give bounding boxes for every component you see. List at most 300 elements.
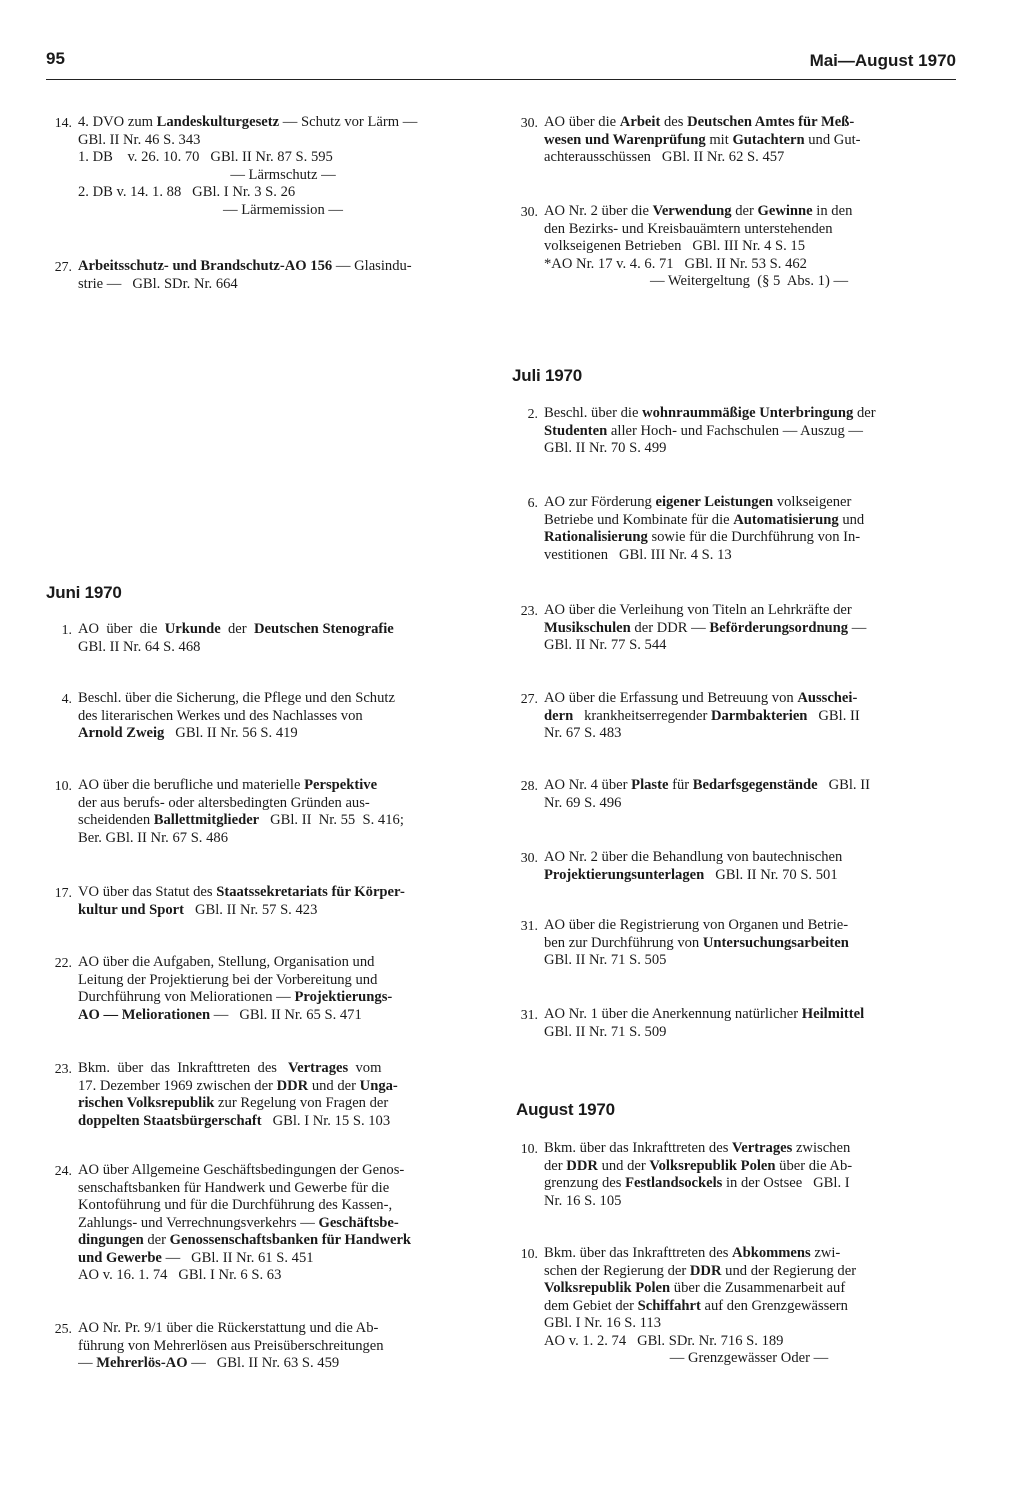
entry-line: [544, 867, 954, 885]
text-run: der: [544, 1157, 567, 1174]
bold-term: Ballettmitglieder: [153, 812, 260, 828]
entry-line: [544, 1263, 954, 1281]
entry-text: [544, 114, 954, 167]
text-run: AO Nr. 1 über die Anerkennung natürlicher: [544, 1006, 802, 1022]
entry-line: [78, 1113, 488, 1131]
entry-text: [544, 690, 954, 743]
entry-number: 17.: [54, 885, 72, 900]
entry-juli: [512, 849, 954, 884]
section-title-august: August 1970: [516, 1100, 615, 1119]
text-run: Zahlungs- und Verrechnungsverkehrs —: [78, 1214, 319, 1231]
text-run: VO über das Statut des: [78, 884, 217, 900]
entry-juli: [512, 602, 954, 655]
entry-line: [78, 258, 488, 276]
text-run: — GBl. II Nr. 61 S. 451: [161, 1249, 314, 1266]
text-run: — GBl. II Nr. 63 S. 459: [187, 1355, 340, 1371]
text-run: auf den Grenzgewässern: [700, 1297, 848, 1314]
text-run: GBl. II Nr. 71 S. 505: [544, 952, 667, 968]
entry-line: [78, 1095, 488, 1113]
bold-term: Festlandsockels: [625, 1175, 723, 1191]
entry-juli: [512, 405, 954, 458]
entry-mai-left: [46, 258, 488, 293]
bold-term: Studenten: [544, 422, 608, 439]
entry-number: 23.: [54, 1061, 72, 1076]
bold-term: Plaste: [631, 777, 669, 793]
entry-line: [78, 1197, 488, 1215]
bold-term: dingungen: [78, 1232, 144, 1248]
entry-text: [544, 602, 954, 655]
entry-number: 22.: [54, 955, 72, 970]
text-run: AO Nr. 2 über die Behandlung von bautechnischen: [544, 849, 843, 865]
text-run: GBl. II Nr. 70 S. 501: [704, 866, 838, 883]
text-run: GBl. II Nr. 56 S. 419: [164, 725, 298, 741]
entry-number: 14.: [54, 115, 72, 130]
text-run: — Weitergeltung (§ 5 Abs. 1) —: [649, 273, 849, 289]
text-run: führung von Mehrerlösen aus Preisüberschreitungen: [78, 1337, 384, 1354]
bold-term: Mehrerlös-AO: [96, 1355, 188, 1371]
bold-term: Unga-: [359, 1077, 398, 1094]
bold-term: Genossenschaftsbanken für Handwerk: [169, 1232, 412, 1248]
entry-line: [544, 1024, 954, 1042]
text-run: für: [668, 777, 693, 793]
entry-line: [544, 1158, 954, 1176]
text-run: GBl. II: [807, 707, 860, 724]
entry-line: [78, 795, 488, 813]
entry-line: [544, 149, 954, 167]
entry-text: [544, 1140, 954, 1210]
text-run: schen der Regierung der: [544, 1262, 690, 1279]
text-run: und der: [597, 1157, 650, 1174]
section-title-juni: Juni 1970: [46, 583, 122, 602]
text-run: —: [848, 619, 867, 636]
entry-text: [78, 621, 488, 656]
bold-term: DDR: [276, 1077, 309, 1094]
bold-term: Landeskulturgesetz: [156, 114, 280, 130]
text-run: Ber. GBl. II Nr. 67 S. 486: [78, 829, 228, 846]
entry-text: [78, 1162, 488, 1285]
text-run: sowie für die Durchführung von In-: [647, 529, 861, 545]
entry-juli: [512, 777, 954, 812]
bold-term: rischen Volksrepublik: [78, 1095, 215, 1111]
entry-line: [544, 440, 954, 458]
entry-juni: [46, 954, 488, 1024]
entry-line: [78, 1180, 488, 1198]
section-title-juli: Juli 1970: [512, 366, 583, 385]
entry-line: [544, 1333, 954, 1351]
text-run: Beschl. über die: [544, 405, 643, 421]
text-run: der aus berufs- oder altersbedingten Gründen aus-: [78, 794, 370, 811]
entry-line: [544, 795, 954, 813]
text-run: Nr. 67 S. 483: [544, 725, 622, 741]
entry-line: [78, 1007, 488, 1025]
bold-term: eigener Leistungen: [655, 494, 774, 510]
bold-term: Automatisierung: [733, 511, 839, 528]
entry-line: [544, 203, 954, 221]
entry-text: [544, 917, 954, 970]
text-run: AO Nr. 2 über die: [544, 203, 653, 219]
text-run: GBl. II Nr. 46 S. 343: [78, 131, 201, 148]
text-run: und Gut-: [804, 131, 861, 148]
entry-line: [544, 602, 954, 620]
bold-term: dern: [544, 707, 574, 724]
entry-line: [544, 1298, 954, 1316]
text-run: scheidenden: [78, 812, 154, 828]
text-run: und der: [308, 1077, 360, 1094]
text-run: der: [220, 621, 254, 637]
bold-term: Bedarfsgegenstände: [692, 777, 818, 793]
text-run: der: [853, 405, 876, 421]
entry-line: [544, 1193, 954, 1211]
entry-august: [512, 1245, 954, 1368]
text-run: ben zur Durchführung von: [544, 934, 703, 951]
text-run: Kontoführung und für die Durchführung des Kassen-,: [78, 1197, 393, 1213]
entry-line: [78, 1320, 488, 1338]
entry-line: [544, 1315, 954, 1333]
entry-line: [78, 1078, 488, 1096]
text-run: — Grenzgewässer Oder —: [669, 1350, 829, 1366]
bold-term: Arbeitsschutz- und Brandschutz-AO 156: [78, 258, 333, 274]
text-run: GBl. I Nr. 15 S. 103: [261, 1112, 391, 1129]
entry-number: 30.: [520, 850, 538, 865]
entry-juni: [46, 884, 488, 919]
entry-line: [78, 1267, 488, 1285]
entry-august: [512, 1140, 954, 1210]
entry-line: [78, 1060, 488, 1078]
entry-line: [544, 952, 954, 970]
text-run: AO zur Förderung: [544, 494, 656, 510]
text-run: der: [731, 203, 758, 219]
entry-line: [78, 1338, 488, 1356]
entry-juni: [46, 777, 488, 847]
text-run: — Lärmschutz —: [230, 166, 336, 183]
bold-term: Abkommens: [732, 1245, 811, 1261]
text-run: —: [78, 1355, 97, 1371]
entry-text: [78, 114, 488, 219]
entry-line: [544, 935, 954, 953]
text-run: volkseigener: [773, 494, 852, 510]
bold-term: wesen und Warenprüfung: [544, 131, 706, 148]
entry-line: [544, 725, 954, 743]
text-run: aller Hoch- und Fachschulen — Auszug —: [607, 422, 864, 439]
entry-text: [78, 1320, 488, 1373]
text-run: *AO Nr. 17 v. 4. 6. 71 GBl. II Nr. 53 S. 462: [544, 255, 807, 272]
bold-term: Untersuchungsarbeiten: [702, 934, 849, 951]
entry-number: 30.: [520, 204, 538, 219]
entry-line: [78, 830, 488, 848]
entry-number: 30.: [520, 115, 538, 130]
entry-text: [544, 777, 954, 812]
text-run: 2. DB v. 14. 1. 88 GBl. I Nr. 3 S. 26: [78, 184, 296, 200]
bold-term: AO — Meliorationen: [78, 1006, 211, 1023]
entry-line: [544, 1280, 954, 1298]
entry-line: [78, 149, 488, 167]
bold-term: Vertrages: [732, 1140, 793, 1156]
text-run: GBl. I Nr. 16 S. 113: [544, 1315, 662, 1331]
bold-term: Rationalisierung: [544, 529, 648, 545]
text-run: Durchführung von Meliorationen —: [78, 989, 295, 1005]
entry-number: 27.: [54, 259, 72, 274]
text-run: — GBl. II Nr. 65 S. 471: [210, 1006, 362, 1023]
entry-line: [544, 1245, 954, 1263]
entry-line: [544, 1350, 954, 1368]
bold-term: Beförderungsordnung: [709, 619, 849, 636]
entry-line: [544, 221, 954, 239]
entry-line: [78, 989, 488, 1007]
text-run: — Lärmemission —: [223, 201, 343, 218]
text-run: in der Ostsee GBl. I: [722, 1175, 850, 1191]
entry-line: [78, 972, 488, 990]
text-run: 17. Dezember 1969 zwischen der: [78, 1077, 277, 1094]
entry-line: [544, 547, 954, 565]
bold-term: Vertrages: [287, 1060, 349, 1076]
text-run: zwi-: [810, 1245, 841, 1261]
text-run: der DDR —: [630, 619, 710, 636]
page-number: 95: [46, 49, 65, 68]
entry-number: 23.: [520, 603, 538, 618]
bold-term: Ausschei-: [797, 690, 858, 706]
entry-text: [78, 690, 488, 743]
bold-term: wohnraummäßige Unterbringung: [642, 405, 854, 421]
entry-line: [78, 1215, 488, 1233]
entry-number: 10.: [520, 1246, 538, 1261]
entry-line: [544, 238, 954, 256]
entry-text: [78, 954, 488, 1024]
entry-line: [78, 708, 488, 726]
bold-term: Gewinne: [757, 203, 813, 219]
entry-line: [78, 1355, 488, 1373]
entry-line: [544, 708, 954, 726]
text-run: AO über die Registrierung von Organen und Betrie-: [544, 917, 849, 933]
text-run: und der Regierung der: [721, 1262, 857, 1279]
entry-number: 10.: [520, 1141, 538, 1156]
entry-line: [78, 639, 488, 657]
text-run: AO über die: [544, 114, 620, 130]
entry-juni: [46, 621, 488, 656]
bold-term: Volksrepublik Polen: [649, 1157, 776, 1174]
text-run: Bkm. über das Inkrafttreten des: [544, 1245, 733, 1261]
entry-text: [544, 405, 954, 458]
entry-number: 28.: [520, 778, 538, 793]
text-run: AO über die Erfassung und Betreuung von: [544, 690, 798, 706]
entry-line: [78, 884, 488, 902]
bold-term: Geschäftsbe-: [318, 1214, 399, 1231]
entry-number: 6.: [527, 495, 538, 510]
text-run: in den: [812, 203, 853, 219]
entry-line: [544, 1006, 954, 1024]
text-run: zur Regelung von Fragen der: [214, 1095, 389, 1111]
entry-line: [544, 494, 954, 512]
bold-term: Deutschen Stenografie: [253, 621, 394, 637]
bold-term: Perspektive: [304, 777, 378, 793]
entry-line: [544, 1140, 954, 1158]
entry-text: [544, 203, 954, 291]
entry-line: [78, 114, 488, 132]
bold-term: Projektierungs-: [294, 989, 393, 1005]
bold-term: Musikschulen: [544, 619, 631, 636]
entry-line: [78, 954, 488, 972]
text-run: AO über die Aufgaben, Stellung, Organisation und: [78, 954, 375, 970]
text-run: des: [660, 114, 688, 130]
entry-line: [544, 620, 954, 638]
entry-line: [78, 276, 488, 294]
entry-line: [78, 725, 488, 743]
text-run: 1. DB v. 26. 10. 70 GBl. II Nr. 87 S. 595: [78, 149, 333, 165]
bold-term: Staatssekretariats für Körper-: [216, 884, 405, 900]
text-run: dem Gebiet der: [544, 1297, 638, 1314]
text-run: Betriebe und Kombinate für die: [544, 511, 734, 528]
text-run: mit: [705, 131, 733, 148]
entry-number: 25.: [54, 1321, 72, 1336]
entry-number: 2.: [527, 406, 538, 421]
text-run: des literarischen Werkes und des Nachlasses von: [78, 707, 363, 724]
entry-text: [544, 1006, 954, 1041]
text-run: AO über die: [78, 621, 165, 637]
bold-term: Gutachtern: [732, 131, 805, 148]
text-run: grenzung des: [544, 1175, 626, 1191]
entry-text: [78, 884, 488, 919]
text-run: vestitionen GBl. III Nr. 4 S. 13: [544, 546, 732, 563]
text-run: und: [838, 511, 865, 528]
bold-term: Heilmittel: [801, 1006, 865, 1022]
bold-term: Deutschen Amtes für Meß-: [687, 114, 855, 130]
bold-term: Volksrepublik Polen: [544, 1280, 671, 1296]
entry-line: [544, 637, 954, 655]
text-run: der: [143, 1232, 170, 1248]
entry-line: [544, 512, 954, 530]
entry-line: [78, 202, 488, 220]
entry-line: [544, 777, 954, 795]
bold-term: kultur und Sport: [78, 901, 184, 918]
text-run: achterausschüssen GBl. II Nr. 62 S. 457: [544, 149, 785, 165]
text-run: Bkm. über das Inkrafttreten des: [78, 1060, 288, 1076]
text-run: zwischen: [792, 1140, 851, 1156]
entry-line: [544, 1175, 954, 1193]
bold-term: DDR: [566, 1157, 598, 1174]
text-run: volkseigenen Betrieben GBl. III Nr. 4 S. 15: [544, 238, 806, 254]
entry-text: [78, 777, 488, 847]
bold-term: Verwendung: [652, 203, 732, 219]
text-run: GBl. II Nr. 77 S. 544: [544, 637, 667, 653]
entry-text: [78, 258, 488, 293]
entry-line: [544, 849, 954, 867]
entry-juli: [512, 690, 954, 743]
entry-juni: [46, 1162, 488, 1285]
text-run: AO über Allgemeine Geschäftsbedingungen der Genos-: [78, 1162, 405, 1178]
entry-juli: [512, 494, 954, 564]
entry-juni: [46, 1060, 488, 1130]
text-run: AO Nr. 4 über: [544, 777, 632, 793]
entry-line: [544, 405, 954, 423]
entry-mai-right: [512, 114, 954, 167]
entry-line: [78, 132, 488, 150]
text-run: GBl. II Nr. 70 S. 499: [544, 440, 667, 456]
text-run: AO v. 1. 2. 74 GBl. SDr. Nr. 716 S. 189: [544, 1332, 784, 1349]
entry-line: [544, 917, 954, 935]
entry-line: [78, 184, 488, 202]
entry-line: [78, 902, 488, 920]
header-rule: [46, 79, 956, 80]
text-run: über die Ab-: [775, 1157, 853, 1174]
text-run: — Schutz vor Lärm —: [279, 114, 418, 130]
text-run: Beschl. über die Sicherung, die Pflege und den Schutz: [78, 690, 395, 706]
bold-term: Arnold Zweig: [78, 725, 165, 741]
entry-number: 4.: [61, 691, 72, 706]
bold-term: und Gewerbe: [78, 1249, 162, 1266]
bold-term: Schiffahrt: [637, 1297, 701, 1314]
entry-juli: [512, 917, 954, 970]
text-run: den Bezirks- und Kreisbauämtern unterstehenden: [544, 220, 833, 237]
text-run: GBl. II Nr. 57 S. 423: [184, 901, 318, 918]
entry-line: [78, 690, 488, 708]
entry-number: 27.: [520, 691, 538, 706]
entry-line: [78, 621, 488, 639]
entry-line: [78, 1232, 488, 1250]
bold-term: Urkunde: [164, 621, 221, 637]
entry-line: [544, 690, 954, 708]
entry-text: [544, 494, 954, 564]
entry-juni: [46, 1320, 488, 1373]
text-run: Leitung der Projektierung bei der Vorbereitung und: [78, 971, 378, 988]
entry-line: [78, 1162, 488, 1180]
text-run: GBl. II: [817, 777, 870, 793]
entry-line: [78, 1250, 488, 1268]
entry-mai-right: [512, 203, 954, 291]
entry-line: [544, 273, 954, 291]
entry-text: [544, 849, 954, 884]
text-run: vom: [348, 1060, 382, 1076]
entry-line: [544, 114, 954, 132]
entry-line: [544, 423, 954, 441]
text-run: GBl. II Nr. 64 S. 468: [78, 638, 201, 655]
text-run: AO über die Verleihung von Titeln an Lehrkräfte der: [544, 602, 852, 618]
running-head: Mai—August 1970: [809, 51, 956, 70]
entry-number: 24.: [54, 1163, 72, 1178]
bold-term: DDR: [689, 1262, 722, 1279]
text-run: Nr. 69 S. 496: [544, 794, 622, 811]
text-run: AO Nr. Pr. 9/1 über die Rückerstattung und die Ab-: [78, 1320, 379, 1336]
entry-number: 10.: [54, 778, 72, 793]
text-run: über die Zusammenarbeit auf: [670, 1280, 846, 1296]
entry-line: [78, 777, 488, 795]
text-run: GBl. II Nr. 71 S. 509: [544, 1023, 667, 1040]
bold-term: Projektierungsunterlagen: [544, 866, 705, 883]
entry-line: [544, 529, 954, 547]
entry-juni: [46, 690, 488, 743]
entry-line: [78, 812, 488, 830]
bold-term: Darmbakterien: [710, 707, 808, 724]
entry-juli: [512, 1006, 954, 1041]
entry-line: [544, 132, 954, 150]
text-run: GBl. II Nr. 55 S. 416;: [259, 812, 404, 828]
text-run: Nr. 16 S. 105: [544, 1192, 622, 1209]
bold-term: Arbeit: [619, 114, 661, 130]
text-run: AO über die berufliche und materielle: [78, 777, 305, 793]
entry-number: 31.: [520, 918, 538, 933]
text-run: strie — GBl. SDr. Nr. 664: [78, 275, 238, 292]
entry-line: [544, 256, 954, 274]
text-run: 4. DVO zum: [78, 114, 157, 130]
text-run: krankheitserregender: [573, 707, 711, 724]
text-run: — Glasindu-: [332, 258, 412, 274]
entry-number: 1.: [61, 622, 72, 637]
entry-number: 31.: [520, 1007, 538, 1022]
entry-text: [78, 1060, 488, 1130]
text-run: senschaftsbanken für Handwerk und Gewerbe für die: [78, 1179, 390, 1196]
text-run: Bkm. über das Inkrafttreten des: [544, 1140, 733, 1156]
text-run: AO v. 16. 1. 74 GBl. I Nr. 6 S. 63: [78, 1267, 282, 1283]
entry-text: [544, 1245, 954, 1368]
bold-term: doppelten Staatsbürgerschaft: [78, 1112, 262, 1129]
